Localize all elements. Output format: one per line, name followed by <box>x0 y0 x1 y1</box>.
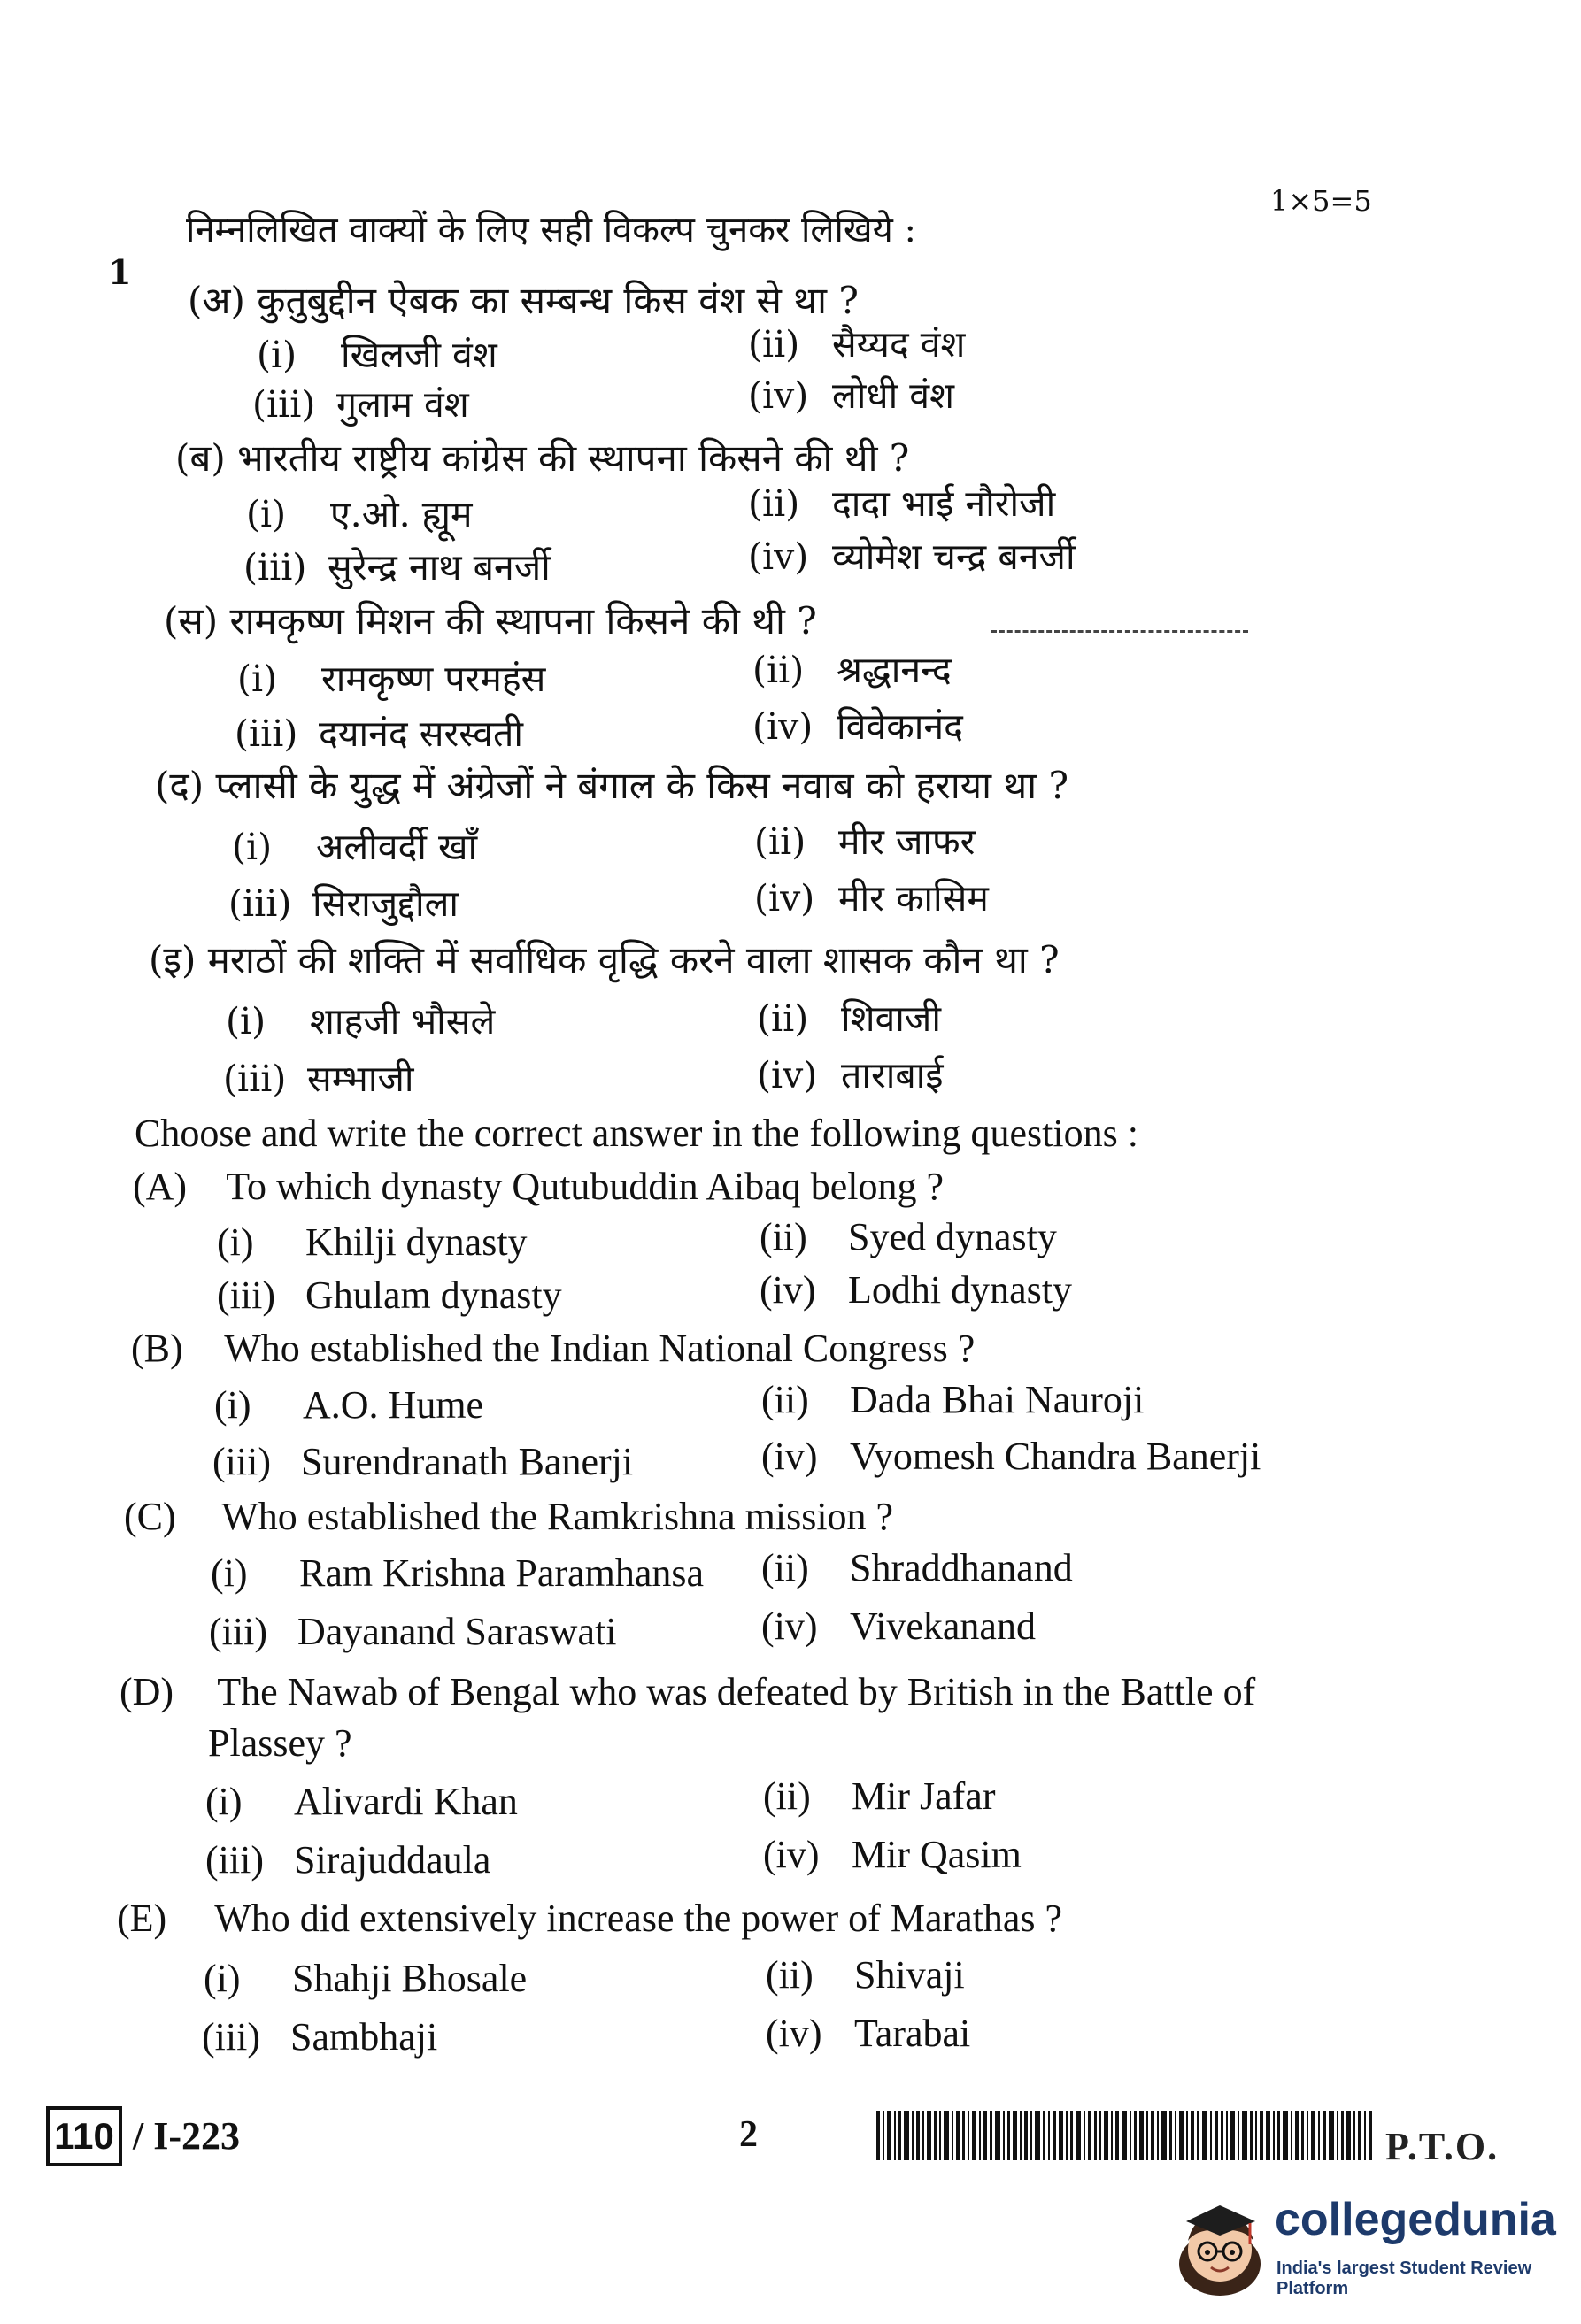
hindi-question <box>188 274 859 325</box>
option: (i) ए.ओ. ह्यूम <box>246 493 473 535</box>
hindi-question <box>164 595 817 645</box>
option: (iii) Dayanand Saraswati <box>209 1610 617 1653</box>
option: (iv) विवेकानंद <box>752 705 963 748</box>
brand-tagline: India's largest Student Review Platform <box>1276 2259 1532 2298</box>
barcode <box>876 2111 1372 2160</box>
option: (i) Shahji Bhosale <box>204 1957 528 2000</box>
option: (ii) Syed dynasty <box>760 1215 1057 1258</box>
option: (i) रामकृष्ण परमहंस <box>237 658 546 700</box>
option: (iii) सम्भाजी <box>223 1058 414 1100</box>
option: (iv) Tarabai <box>766 2012 971 2055</box>
option: (iii) गुलाम वंश <box>252 383 469 426</box>
question-text: प्लासी के युद्ध में अंग्रेजों ने बंगाल के किस नवाब को हराया था ? <box>215 764 1068 807</box>
question-number: 1 <box>108 252 132 292</box>
english-question <box>120 1669 1255 1714</box>
question-text: कुतुबुद्दीन ऐबक का सम्बन्ध किस वंश से था ? <box>257 279 859 322</box>
option: (iii) Ghulam dynasty <box>217 1274 562 1317</box>
option: (ii) Mir Jafar <box>763 1774 996 1818</box>
option: (iv) Vivekanand <box>761 1604 1036 1648</box>
option: (iv) Vyomesh Chandra Banerji <box>761 1435 1261 1478</box>
option: (ii) दादा भाई नौरोजी <box>748 482 1056 525</box>
question-label: (ब) <box>175 436 226 480</box>
question-label: (B) <box>131 1327 183 1370</box>
question-text: To which dynasty Qutubuddin Aibaq belong ? <box>226 1165 945 1208</box>
hindi-question <box>175 432 909 482</box>
option: (ii) मीर जाफर <box>754 820 976 863</box>
option: (i) खिलजी वंश <box>257 334 497 376</box>
option: (iii) सिराजुद्दौला <box>228 882 459 925</box>
question-label: (D) <box>120 1670 174 1713</box>
option: (iii) दयानंद सरस्वती <box>235 712 523 755</box>
question-label: (इ) <box>149 938 197 981</box>
question-text: भारतीय राष्ट्रीय कांग्रेस की स्थापना किसने की थी ? <box>237 436 910 480</box>
question-text: रामकृष्ण मिशन की स्थापना किसने की थी ? <box>229 599 817 643</box>
question-text: Who did extensively increase the power of Marathas ? <box>214 1897 1063 1940</box>
option: (iv) Mir Qasim <box>763 1833 1022 1876</box>
option: (ii) Shivaji <box>766 1953 965 1997</box>
option: (i) A.O. Hume <box>214 1383 484 1427</box>
dashed-mark <box>991 630 1248 633</box>
brand-name: collegedunia <box>1275 2194 1556 2245</box>
question-text-continued: Plassey ? <box>208 1721 352 1765</box>
english-question <box>124 1494 893 1539</box>
paper-code: / I-223 <box>133 2114 240 2158</box>
option: (iv) ताराबाई <box>757 1054 944 1097</box>
question-label: (A) <box>133 1165 188 1208</box>
option: (ii) Shraddhanand <box>761 1546 1073 1589</box>
question-label: (अ) <box>188 279 245 322</box>
option: (i) अलीवर्दी खाँ <box>232 826 478 868</box>
question-text: मराठों की शक्ति में सर्वाधिक वृद्धि करने वाला शासक कौन था ? <box>207 938 1060 981</box>
english-instruction: Choose and write the correct answer in the following questions : <box>135 1112 1138 1155</box>
option: (iv) Lodhi dynasty <box>760 1268 1072 1312</box>
option: (ii) श्रद्धानन्द <box>752 649 952 691</box>
option: (iv) मीर कासिम <box>754 877 989 920</box>
option: (i) Khilji dynasty <box>217 1220 528 1264</box>
question-text: Who established the Indian National Congress ? <box>224 1327 976 1370</box>
option: (i) शाहजी भौसले <box>226 1000 496 1043</box>
option: (iii) Sambhaji <box>202 2015 438 2059</box>
question-label: (द) <box>155 764 204 807</box>
option: (i) Alivardi Khan <box>205 1780 518 1823</box>
option: (iii) सुरेन्द्र नाथ बनर्जी <box>243 546 551 589</box>
question-label: (स) <box>164 599 219 643</box>
option: (ii) शिवाजी <box>757 997 941 1040</box>
option: (iii) Sirajuddaula <box>205 1838 491 1882</box>
hindi-question <box>149 934 1060 984</box>
page-number: 2 <box>739 2114 758 2155</box>
english-question <box>117 1896 1062 1941</box>
question-text: The Nawab of Bengal who was defeated by British in the Battle of <box>217 1670 1256 1713</box>
question-label: (C) <box>124 1495 176 1538</box>
student-mascot-icon <box>1168 2186 1273 2301</box>
option: (ii) सैय्यद वंश <box>748 323 966 366</box>
hindi-question <box>155 759 1068 810</box>
pto-mark: P.T.O. <box>1385 2125 1500 2168</box>
paper-number-box: 110 <box>46 2106 122 2166</box>
option: (ii) Dada Bhai Nauroji <box>761 1378 1145 1421</box>
collegedunia-watermark <box>1168 2186 1576 2310</box>
english-question <box>131 1326 975 1371</box>
option: (iii) Surendranath Banerji <box>212 1440 634 1483</box>
question-label: (E) <box>117 1897 167 1940</box>
question-text: Who established the Ramkrishna mission ? <box>221 1495 894 1538</box>
hindi-instruction: निम्नलिखित वाक्यों के लिए सही विकल्प चुनकर लिखिये : <box>186 210 916 250</box>
marks-allotment: 1×5=5 <box>1270 184 1372 218</box>
english-question <box>133 1164 944 1209</box>
option: (iv) व्योमेश चन्द्र बनर्जी <box>748 535 1076 578</box>
option: (iv) लोधी वंश <box>748 374 954 417</box>
option: (i) Ram Krishna Paramhansa <box>211 1551 704 1595</box>
